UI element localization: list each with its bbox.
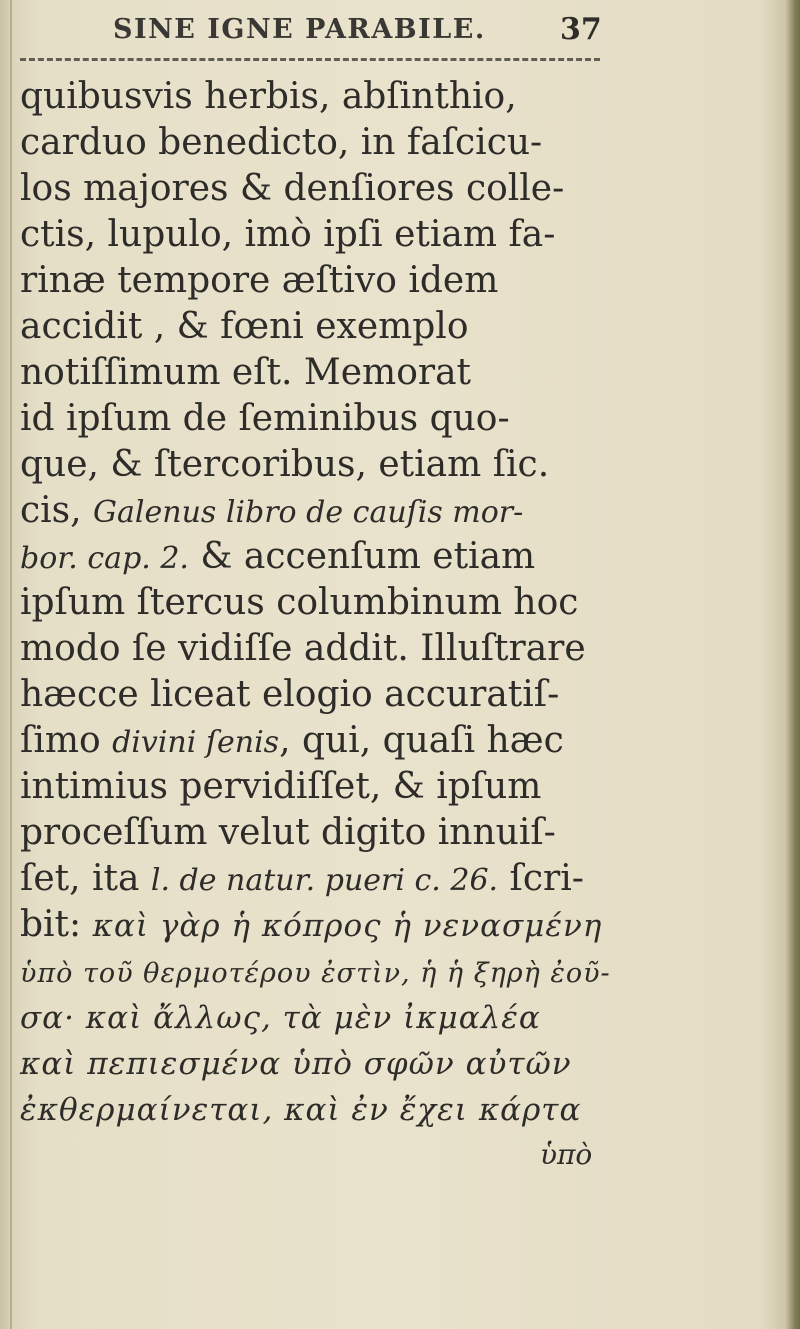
text-line [20,258,600,304]
roman-text: que, & ſtercoribus, etiam ſic. [20,444,550,485]
text-line [20,396,600,442]
roman-text: quibusvis herbis, abſinthio, [20,76,517,117]
text-line [20,350,600,396]
text-line [20,166,600,212]
text-line [20,948,611,994]
roman-text: accidit , & fœni exemplo [20,306,469,347]
text-line [20,580,600,626]
roman-text: los majores & denſiores colle- [20,168,565,209]
roman-text: , qui, quaſi hæc [279,720,564,761]
greek-text: ὑπὸ τοῦ θερμοτέρου ἐστὶν, ἡ ἡ ξηρὴ ἐοῦ- [20,958,611,989]
greek-text: ἐκθερμαίνεται, καὶ ἐν ἔχει κάρτα [20,1092,582,1128]
italic-text: divini ſenis [112,725,280,760]
greek-text: καὶ πεπιεσμένα ὑπὸ σφῶν αὐτῶν [20,1046,572,1082]
text-line [20,856,600,902]
roman-text: proceſſum velut digito innuiſ- [20,812,556,853]
text-line [20,626,600,672]
text-line [20,488,600,534]
text-line [20,1040,600,1086]
roman-text: hæcce liceat elogio accuratiſ- [20,674,560,715]
page-number: 37 [560,12,602,47]
catchword: ὑπὸ [540,1138,593,1171]
text-line [20,304,600,350]
text-line [20,994,600,1040]
roman-text: modo ſe vidiſſe addit. Illuſtrare [20,628,586,669]
roman-text: rinæ tempore æſtivo idem [20,260,499,301]
italic-text: bor. cap. 2. [20,541,189,576]
text-line [20,810,600,856]
page-edge-shadow [786,0,800,1329]
roman-text: ſet, ita [20,858,151,899]
roman-text: ipſum ſtercus columbinum hoc [20,582,579,623]
text-block [20,74,611,1178]
roman-text: bit: [20,904,93,945]
text-line [20,120,600,166]
text-line [20,74,600,120]
roman-text: id ipſum de ſeminibus quo- [20,398,510,439]
text-line [20,718,600,764]
roman-text: cis, [20,490,94,531]
text-line [20,764,600,810]
header-rule [20,58,600,61]
roman-text: & accenſum etiam [188,536,536,577]
greek-text: καὶ γὰρ ἡ κόπρος ἡ νενασμένη [92,908,603,944]
catchword-line [20,1132,600,1178]
text-line [20,534,600,580]
italic-text: Galenus libro de cauſis mor- [93,495,524,530]
text-line [20,442,600,488]
roman-text: ſimo [20,720,113,761]
text-line [20,1086,600,1132]
running-head: SINE IGNE PARABILE. [113,14,486,45]
roman-text: notiſſimum eſt. Memorat [20,352,472,393]
roman-text: intimius pervidiſſet, & ipſum [20,766,542,807]
roman-text: ſcri- [498,858,584,899]
text-line [20,672,600,718]
text-line [20,212,600,258]
page-edge-stain [794,0,797,1329]
italic-text: l. de natur. pueri c. 26. [150,863,499,898]
roman-text: carduo benedicto, in faſcicu- [20,122,543,163]
gutter-edge [10,0,12,1329]
greek-text: σα· καὶ ἄλλως, τὰ μὲν ἰκμαλέα [20,1000,541,1036]
page-header [0,8,800,56]
roman-text: ctis, lupulo, imò ipſi etiam fa- [20,214,556,255]
text-line [20,902,603,948]
